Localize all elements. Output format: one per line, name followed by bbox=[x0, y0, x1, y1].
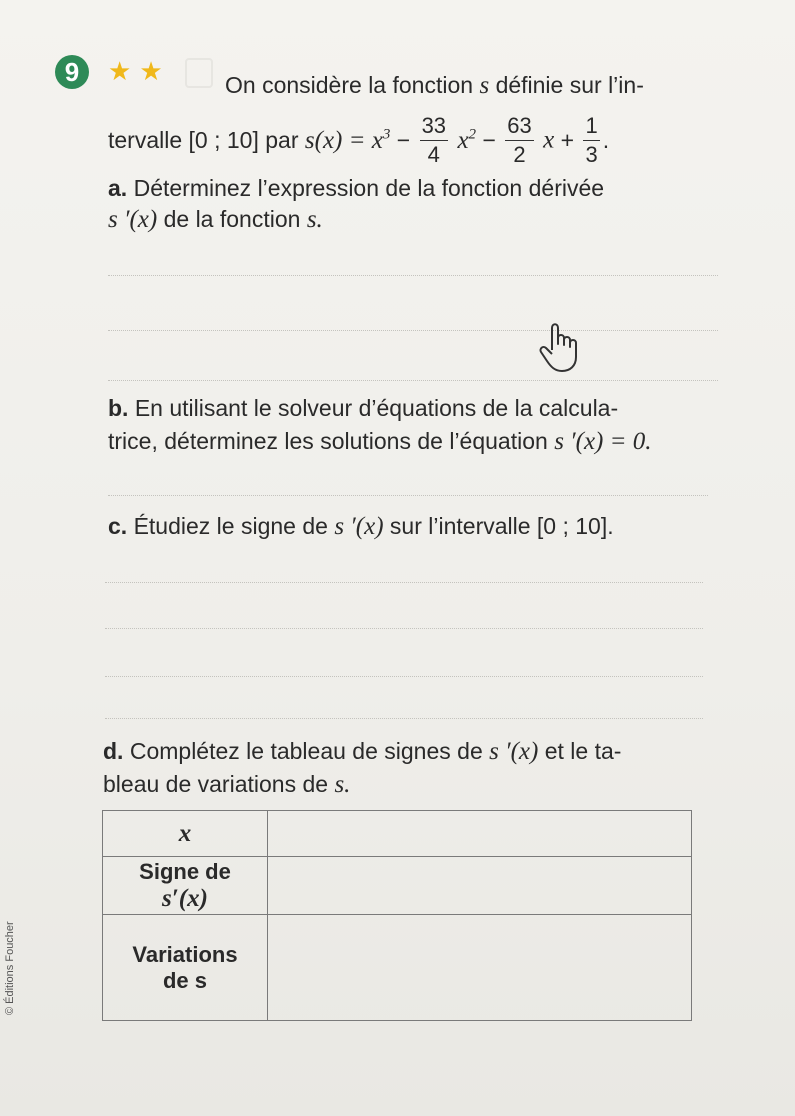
answer-line[interactable] bbox=[108, 495, 708, 496]
difficulty-stars bbox=[108, 58, 163, 84]
question-b-line-1: b. En utilisant le solveur d’équations de la calcula- bbox=[108, 395, 619, 421]
intro-line-1: On considère la fonction s définie sur l’in- bbox=[225, 72, 644, 99]
table-cell-sign[interactable] bbox=[268, 857, 692, 915]
question-a-line-2: s ′(x) de la fonction s. bbox=[108, 206, 323, 233]
table-header-variations: Variations de s bbox=[103, 915, 268, 1021]
table-cell-variations[interactable] bbox=[268, 915, 692, 1021]
hand-pointer-icon bbox=[535, 320, 585, 375]
question-d-line-1: d. Complétez le tableau de signes de s ′(x) et le ta- bbox=[103, 738, 622, 765]
table-header-x: x bbox=[103, 811, 268, 857]
answer-line[interactable] bbox=[108, 275, 718, 276]
answer-line[interactable] bbox=[108, 330, 718, 331]
question-a-line-1: a. Déterminez l’expression de la fonction dérivée bbox=[108, 175, 605, 201]
answer-line[interactable] bbox=[105, 676, 703, 677]
answer-line[interactable] bbox=[105, 628, 703, 629]
question-d-line-2: bleau de variations de s. bbox=[103, 771, 351, 798]
table-header-sign: Signe de s′(x) bbox=[103, 857, 268, 915]
publisher-credit: © Éditions Foucher bbox=[4, 921, 16, 1015]
answer-line[interactable] bbox=[105, 582, 703, 583]
formula: $s(x) = x^3$ bbox=[304, 126, 391, 154]
answer-line[interactable] bbox=[108, 380, 718, 381]
question-b-line-2: trice, déterminez les solutions de l’équation s ′(x) = 0. bbox=[108, 428, 652, 455]
answer-line[interactable] bbox=[105, 718, 703, 719]
sign-variation-table bbox=[102, 810, 692, 1021]
intro-line-2: tervalle [0 ; 10] par $s(x) = x^3$ − $\frac{33}{4}$ $x^2$ − $\frac{63}{2}$ x + $\frac{1}{3}$ . bbox=[108, 113, 610, 167]
table-cell-x[interactable] bbox=[268, 811, 692, 857]
exercise-number-badge: 9 bbox=[55, 55, 89, 89]
star-icon: ★ bbox=[139, 56, 163, 86]
calculator-icon bbox=[185, 58, 213, 88]
question-c-line: c. Étudiez le signe de s ′(x) sur l’intervalle [0 ; 10]. bbox=[108, 513, 614, 540]
star-icon: ★ bbox=[108, 56, 132, 86]
